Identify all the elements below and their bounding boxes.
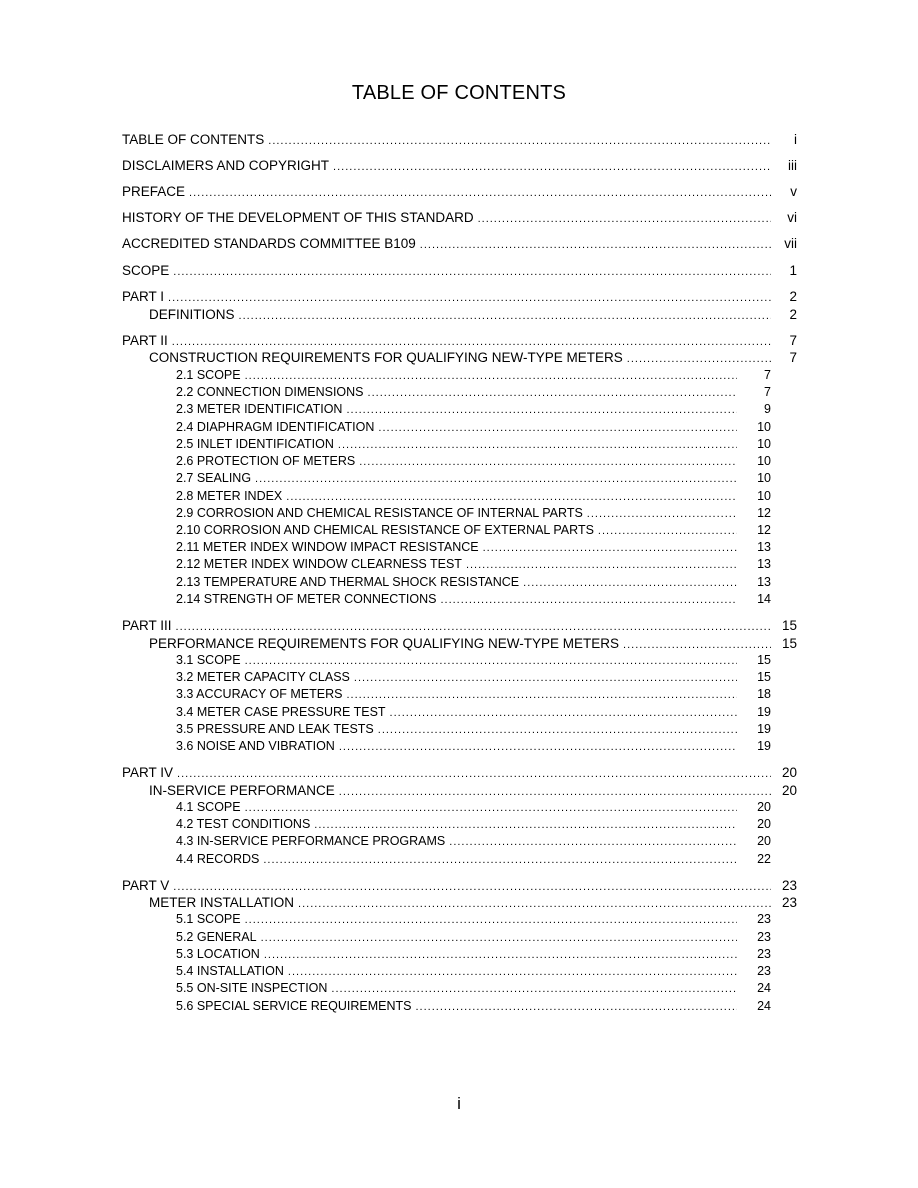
- toc-entry-page: 15: [757, 670, 771, 684]
- toc-entry[interactable]: [176, 489, 771, 503]
- dot-leader: [314, 819, 737, 831]
- toc-entry[interactable]: [176, 575, 771, 589]
- toc-entry-title: 5.5 ON-SITE INSPECTION: [176, 981, 328, 995]
- toc-entry-page: 19: [757, 722, 771, 736]
- toc-entry-title: 5.6 SPECIAL SERVICE REQUIREMENTS: [176, 999, 412, 1013]
- toc-entry[interactable]: [176, 852, 771, 866]
- toc-entry[interactable]: [176, 947, 771, 961]
- toc-entry-page: 22: [757, 852, 771, 866]
- toc-entry-title: PART V: [122, 878, 170, 893]
- dot-leader: [172, 336, 771, 348]
- toc-entry-page: 20: [757, 800, 771, 814]
- toc-entry-page: 18: [757, 687, 771, 701]
- toc-entry-title: ACCREDITED STANDARDS COMMITTEE B109: [122, 236, 416, 251]
- toc-entry-title: 2.1 SCOPE: [176, 368, 241, 382]
- dot-leader: [483, 542, 737, 554]
- dot-leader: [598, 525, 737, 537]
- toc-entry[interactable]: [176, 739, 771, 753]
- toc-entry-page: 23: [781, 895, 797, 910]
- dot-leader: [173, 266, 771, 278]
- dot-leader: [368, 387, 737, 399]
- toc-entry-title: 3.5 PRESSURE AND LEAK TESTS: [176, 722, 374, 736]
- toc-entry-title: PREFACE: [122, 184, 186, 199]
- toc-entry-title: 5.4 INSTALLATION: [176, 964, 284, 978]
- toc-entry-page: 10: [757, 420, 771, 434]
- dot-leader: [176, 621, 771, 633]
- toc-entry-page: 24: [757, 981, 771, 995]
- toc-entry[interactable]: [176, 705, 771, 719]
- toc-entry-page: v: [790, 184, 797, 199]
- dot-leader: [245, 370, 737, 382]
- dot-leader: [378, 724, 737, 736]
- dot-leader: [239, 310, 771, 322]
- toc-entry[interactable]: [176, 930, 771, 944]
- dot-leader: [245, 802, 737, 814]
- toc-entry-page: 13: [757, 540, 771, 554]
- toc-entry[interactable]: [176, 964, 771, 978]
- toc-entry-page: iii: [788, 158, 797, 173]
- toc-entry-title: TABLE OF CONTENTS: [122, 132, 265, 147]
- dot-leader: [288, 966, 737, 978]
- toc-entry-page: 20: [757, 817, 771, 831]
- toc-entry-title: 4.2 TEST CONDITIONS: [176, 817, 311, 831]
- toc-entry-page: 7: [764, 368, 771, 382]
- dot-leader: [354, 672, 737, 684]
- toc-entry-page: 12: [757, 523, 771, 537]
- toc-entry-title: 2.2 CONNECTION DIMENSIONS: [176, 385, 364, 399]
- dot-leader: [333, 161, 771, 173]
- toc-entry[interactable]: [176, 800, 771, 814]
- dot-leader: [587, 508, 737, 520]
- toc-entry-title: 5.2 GENERAL: [176, 930, 257, 944]
- toc-entry-page: 10: [757, 471, 771, 485]
- toc-entry-page: 15: [757, 653, 771, 667]
- toc-entry[interactable]: [176, 454, 771, 468]
- dot-leader: [346, 404, 737, 416]
- toc-entry-page: i: [794, 132, 797, 147]
- toc-entry-title: 2.13 TEMPERATURE AND THERMAL SHOCK RESISTANCE: [176, 575, 520, 589]
- toc-entry[interactable]: [122, 333, 797, 348]
- dot-leader: [339, 741, 737, 753]
- toc-entry-page: 2: [789, 307, 797, 322]
- toc-entry-page: 14: [757, 592, 771, 606]
- dot-leader: [523, 577, 737, 589]
- toc-entry-title: 3.1 SCOPE: [176, 653, 241, 667]
- toc-entry[interactable]: [122, 618, 797, 633]
- dot-leader: [264, 949, 737, 961]
- toc-entry-title: 3.4 METER CASE PRESSURE TEST: [176, 705, 386, 719]
- toc-entry-page: 15: [781, 636, 797, 651]
- toc-entry-title: 3.6 NOISE AND VIBRATION: [176, 739, 335, 753]
- toc-entry-title: 2.4 DIAPHRAGM IDENTIFICATION: [176, 420, 375, 434]
- toc-entry-title: 2.10 CORROSION AND CHEMICAL RESISTANCE OF EXTERNAL PARTS: [176, 523, 594, 537]
- dot-leader: [177, 768, 771, 780]
- toc-entry-page: 20: [781, 783, 797, 798]
- toc-entry-title: 2.14 STRENGTH OF METER CONNECTIONS: [176, 592, 437, 606]
- toc-entry-title: PART III: [122, 618, 172, 633]
- toc-entry[interactable]: [176, 557, 771, 571]
- dot-leader: [261, 932, 737, 944]
- toc-entry-page: 7: [789, 333, 797, 348]
- toc-entry[interactable]: [176, 653, 771, 667]
- toc-entry[interactable]: [149, 895, 797, 910]
- toc-entry-title: PART IV: [122, 765, 174, 780]
- toc-entry[interactable]: [176, 834, 771, 848]
- toc-entry-page: 15: [781, 618, 797, 633]
- dot-leader: [359, 456, 737, 468]
- toc-entry[interactable]: [176, 385, 771, 399]
- toc-entry-title: 3.3 ACCURACY OF METERS: [176, 687, 343, 701]
- toc-entry[interactable]: [176, 471, 771, 485]
- toc-entry-page: 1: [789, 263, 797, 278]
- toc-entry-page: 24: [757, 999, 771, 1013]
- toc-entry-title: 2.12 METER INDEX WINDOW CLEARNESS TEST: [176, 557, 462, 571]
- toc-entry[interactable]: [176, 506, 771, 520]
- toc-entry[interactable]: [176, 999, 771, 1013]
- toc-entry-page: 13: [757, 557, 771, 571]
- toc-entry-page: 23: [757, 912, 771, 926]
- dot-leader: [255, 473, 737, 485]
- toc-entry[interactable]: [149, 783, 797, 798]
- dot-leader: [168, 292, 771, 304]
- toc-entry-title: PERFORMANCE REQUIREMENTS FOR QUALIFYING NEW-TYPE METERS: [149, 636, 620, 651]
- toc-entry-title: SCOPE: [122, 263, 170, 278]
- dot-leader: [416, 1001, 738, 1013]
- toc-entry-page: vii: [784, 236, 797, 251]
- toc-entry-page: 9: [764, 402, 771, 416]
- dot-leader: [440, 594, 737, 606]
- toc-entry[interactable]: [176, 670, 771, 684]
- toc-entry-page: 13: [757, 575, 771, 589]
- dot-leader: [263, 854, 737, 866]
- toc-entry-page: vi: [787, 210, 797, 225]
- toc-entry[interactable]: [149, 350, 797, 365]
- toc-entry-title: IN-SERVICE PERFORMANCE: [149, 783, 335, 798]
- toc-entry[interactable]: [122, 158, 797, 173]
- toc-entry-page: 7: [764, 385, 771, 399]
- toc-entry-page: 19: [757, 705, 771, 719]
- toc-entry[interactable]: [176, 981, 771, 995]
- toc-entry[interactable]: [122, 289, 797, 304]
- toc-entry-page: 23: [757, 947, 771, 961]
- toc-entry[interactable]: [176, 722, 771, 736]
- toc-entry-page: 12: [757, 506, 771, 520]
- toc-entry-title: PART I: [122, 289, 165, 304]
- toc-entry-page: 23: [757, 964, 771, 978]
- dot-leader: [390, 707, 737, 719]
- dot-leader: [346, 689, 737, 701]
- toc-entry[interactable]: [176, 817, 771, 831]
- toc-entry-title: 2.9 CORROSION AND CHEMICAL RESISTANCE OF INTERNAL PARTS: [176, 506, 583, 520]
- toc-entry[interactable]: [176, 912, 771, 926]
- toc-entry[interactable]: [176, 687, 771, 701]
- toc-entry[interactable]: [176, 420, 771, 434]
- toc-entry-title: CONSTRUCTION REQUIREMENTS FOR QUALIFYING NEW-TYPE METERS: [149, 350, 623, 365]
- toc-entry-title: 2.7 SEALING: [176, 471, 252, 485]
- dot-leader: [466, 559, 737, 571]
- toc-entry-page: 10: [757, 489, 771, 503]
- toc-entry-title: 4.4 RECORDS: [176, 852, 260, 866]
- dot-leader: [331, 983, 737, 995]
- toc-entry-title: 5.1 SCOPE: [176, 912, 241, 926]
- toc-entry-title: HISTORY OF THE DEVELOPMENT OF THIS STANDARD: [122, 210, 474, 225]
- toc-entry[interactable]: [149, 307, 797, 322]
- dot-leader: [378, 422, 737, 434]
- toc-entry-title: METER INSTALLATION: [149, 895, 295, 910]
- toc-entry[interactable]: [176, 402, 771, 416]
- toc-entry-page: 19: [757, 739, 771, 753]
- toc-entry-page: 10: [757, 454, 771, 468]
- toc-entry-page: 20: [781, 765, 797, 780]
- toc-entry[interactable]: [122, 132, 797, 147]
- toc-entry-title: 2.8 METER INDEX: [176, 489, 283, 503]
- toc-entry[interactable]: [176, 368, 771, 382]
- dot-leader: [245, 914, 737, 926]
- toc-entry-title: 5.3 LOCATION: [176, 947, 260, 961]
- toc-entry-title: 2.6 PROTECTION OF METERS: [176, 454, 356, 468]
- dot-leader: [449, 836, 737, 848]
- dot-leader: [173, 881, 771, 893]
- toc-entry-title: 2.3 METER IDENTIFICATION: [176, 402, 343, 416]
- dot-leader: [339, 786, 771, 798]
- dot-leader: [627, 353, 771, 365]
- toc-entry-title: 4.3 IN-SERVICE PERFORMANCE PROGRAMS: [176, 834, 446, 848]
- dot-leader: [420, 239, 771, 251]
- toc-entry-title: PART II: [122, 333, 168, 348]
- dot-leader: [623, 639, 771, 651]
- toc-entry[interactable]: [122, 210, 797, 225]
- toc-entry[interactable]: [176, 592, 771, 606]
- toc-entry-title: 2.11 METER INDEX WINDOW IMPACT RESISTANCE: [176, 540, 479, 554]
- toc-entry-title: 4.1 SCOPE: [176, 800, 241, 814]
- toc-entry[interactable]: [122, 236, 797, 251]
- page-title: TABLE OF CONTENTS: [351, 82, 567, 104]
- toc-entry-title: DEFINITIONS: [149, 307, 235, 322]
- toc-entry[interactable]: [122, 878, 797, 893]
- dot-leader: [298, 898, 771, 910]
- toc-entry[interactable]: [176, 523, 771, 537]
- toc-entry[interactable]: [176, 540, 771, 554]
- dot-leader: [286, 491, 737, 503]
- toc-entry-page: 23: [781, 878, 797, 893]
- toc-entry-page: 7: [789, 350, 797, 365]
- toc-entry[interactable]: [176, 437, 771, 451]
- toc-entry-page: 20: [757, 834, 771, 848]
- toc-entry-title: 2.5 INLET IDENTIFICATION: [176, 437, 334, 451]
- toc-entry-page: 23: [757, 930, 771, 944]
- toc-entry[interactable]: [122, 765, 797, 780]
- toc-entry[interactable]: [122, 263, 797, 278]
- dot-leader: [338, 439, 737, 451]
- page-number-footer: i: [457, 1094, 461, 1113]
- toc-entry[interactable]: [122, 184, 797, 199]
- dot-leader: [189, 187, 771, 199]
- toc-entry-page: 2: [789, 289, 797, 304]
- toc-entry-title: 3.2 METER CAPACITY CLASS: [176, 670, 350, 684]
- toc-entry-title: DISCLAIMERS AND COPYRIGHT: [122, 158, 330, 173]
- dot-leader: [245, 655, 737, 667]
- toc-entry-page: 10: [757, 437, 771, 451]
- dot-leader: [268, 135, 771, 147]
- toc-entry[interactable]: [149, 636, 797, 651]
- dot-leader: [478, 213, 771, 225]
